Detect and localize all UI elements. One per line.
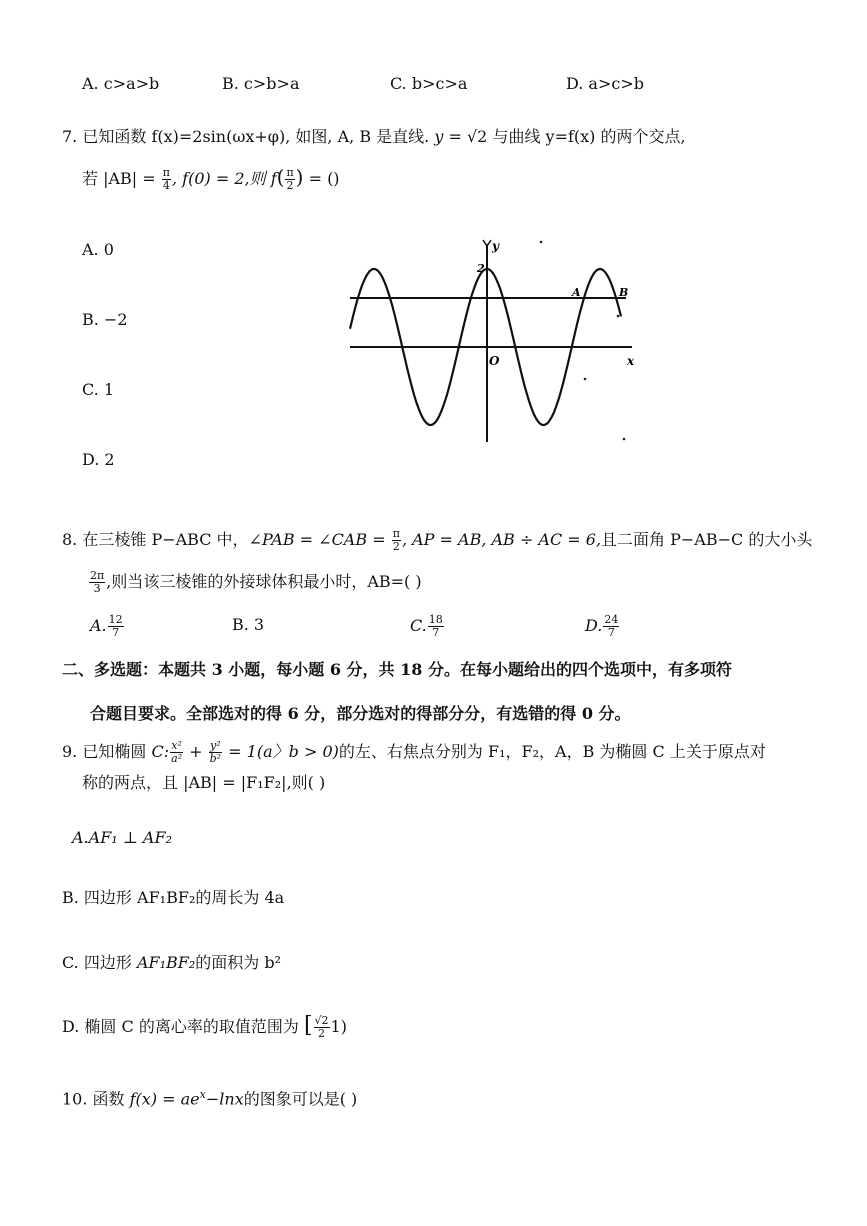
q9-option-d: D. 椭圆 C 的离心率的取值范围为 [ $\frac{√2}{2}$ 1) xyxy=(62,1013,347,1040)
q8-line1-math: ∠PAB = ∠CAB = xyxy=(248,530,391,549)
q7-frac-pi-4: $\frac{\pi}{4}$ xyxy=(162,166,170,192)
q7-option-a: A. 0 xyxy=(82,240,114,259)
q6-option-b: B. c>b>a xyxy=(222,74,300,93)
label-x: x xyxy=(627,354,635,368)
y-axis-arrow xyxy=(483,240,491,246)
q7-stem-b: 与曲线 y=f(x) 的两个交点, xyxy=(492,127,686,146)
q10-stem: 10. 函数 $f(x) = ae^x-\ln x$的图象可以是( ) xyxy=(62,1088,358,1109)
q7-line2-mid: , f(0) = 2,则 f xyxy=(172,169,277,188)
q9-frac-y2-b2: $\frac{\text{y²}}{\text{b²}}$ xyxy=(209,739,222,765)
q8-line1 xyxy=(62,528,812,553)
q9-option-b: B. 四边形 AF₁BF₂的周长为 4a xyxy=(62,888,285,907)
q7-line2-end: = () xyxy=(303,169,340,188)
q8-line1-a: 8. 在三棱锥 P−ABC 中， xyxy=(62,530,249,549)
q7-option-c: C. 1 xyxy=(82,380,115,399)
q9-frac-x2-a2: $\frac{\text{x²}}{\text{a²}}$ xyxy=(171,739,183,765)
q8-frac-pi-2: $\frac{\pi}{2}$ xyxy=(392,527,400,553)
q8-frac-2pi-3: $\frac{2\pi}{3}$ xyxy=(90,569,105,595)
speck xyxy=(623,438,626,441)
q8-option-a: A. $\frac{12}{7}$ xyxy=(90,613,123,639)
q7-math-eq: = √2 xyxy=(443,127,488,146)
q8-line2-text: ,则当该三棱锥的外接球体积最小时，AB=( ) xyxy=(106,572,422,591)
q8-option-b: B. 3 xyxy=(232,615,265,634)
speck xyxy=(584,378,587,381)
speck xyxy=(540,241,543,244)
q7-stem-line2: 若 |AB| = $\frac{\pi}{4}$ , f(0) = 2,则 f( $\frac{\pi}{2}$ ) = () xyxy=(82,165,340,192)
q7-stem-line1 xyxy=(62,126,686,148)
q8-option-d: D. $\frac{24}{7}$ xyxy=(585,613,619,639)
q9-option-a: A.AF₁ ⊥ AF₂ xyxy=(72,828,172,847)
q6-option-c: C. b>c>a xyxy=(390,74,468,93)
q7-sine-graph xyxy=(340,232,640,448)
q9-line1: 9. 已知椭圆 C: $\frac{\text{x²}}{\text{a²}}$ + $\frac{\text{y²}}{\text{b²}}$ = 1(a〉b > 0)的左、右焦点分别为 F₁，F₂，A，B 为椭圆 C 上关于原点对 xyxy=(62,739,766,765)
section2-heading-line1: 二、多选题：本题共 3 小题，每小题 6 分，共 18 分。在每小题给出的四个选项中，有多项符 xyxy=(62,660,732,679)
q9-option-c: C. 四边形 AF₁BF₂的面积为 b² xyxy=(62,953,282,972)
q7-option-b: B. −2 xyxy=(82,310,128,329)
q9-line2: 称的两点，且 |AB| = |F₁F₂|,则( ) xyxy=(82,773,326,792)
label-y: y xyxy=(492,239,499,253)
q7-stem-a: 7. 已知函数 f(x)=2sin(ωx+φ), 如图, A, B 是直线. xyxy=(62,127,435,146)
q8-line1-b: 且二面角 P−AB−C 的大小头 xyxy=(601,530,813,549)
q8-line1-math2: , AP = AB, AB ÷ AC = 6, xyxy=(401,530,602,549)
label-a: A xyxy=(572,286,581,299)
q6-option-a: A. c>a>b xyxy=(82,74,160,93)
label-origin: O xyxy=(489,354,500,368)
q7-line2-prefix: 若 |AB| = xyxy=(82,169,161,188)
label-2: 2 xyxy=(477,262,485,275)
q7-option-d: D. 2 xyxy=(82,450,115,469)
q6-option-d: D. a>c>b xyxy=(566,74,644,93)
q8-line2 xyxy=(88,570,422,595)
label-b: B xyxy=(619,286,629,299)
speck xyxy=(617,315,620,318)
q7-math-y: y xyxy=(434,127,444,146)
q8-option-c: C. $\frac{18}{7}$ xyxy=(410,613,443,639)
section2-heading-line2: 合题目要求。全部选对的得 6 分，部分选对的得部分分，有选错的得 0 分。 xyxy=(90,704,631,723)
q7-frac-pi-2: $\frac{\pi}{2}$ xyxy=(286,166,294,192)
